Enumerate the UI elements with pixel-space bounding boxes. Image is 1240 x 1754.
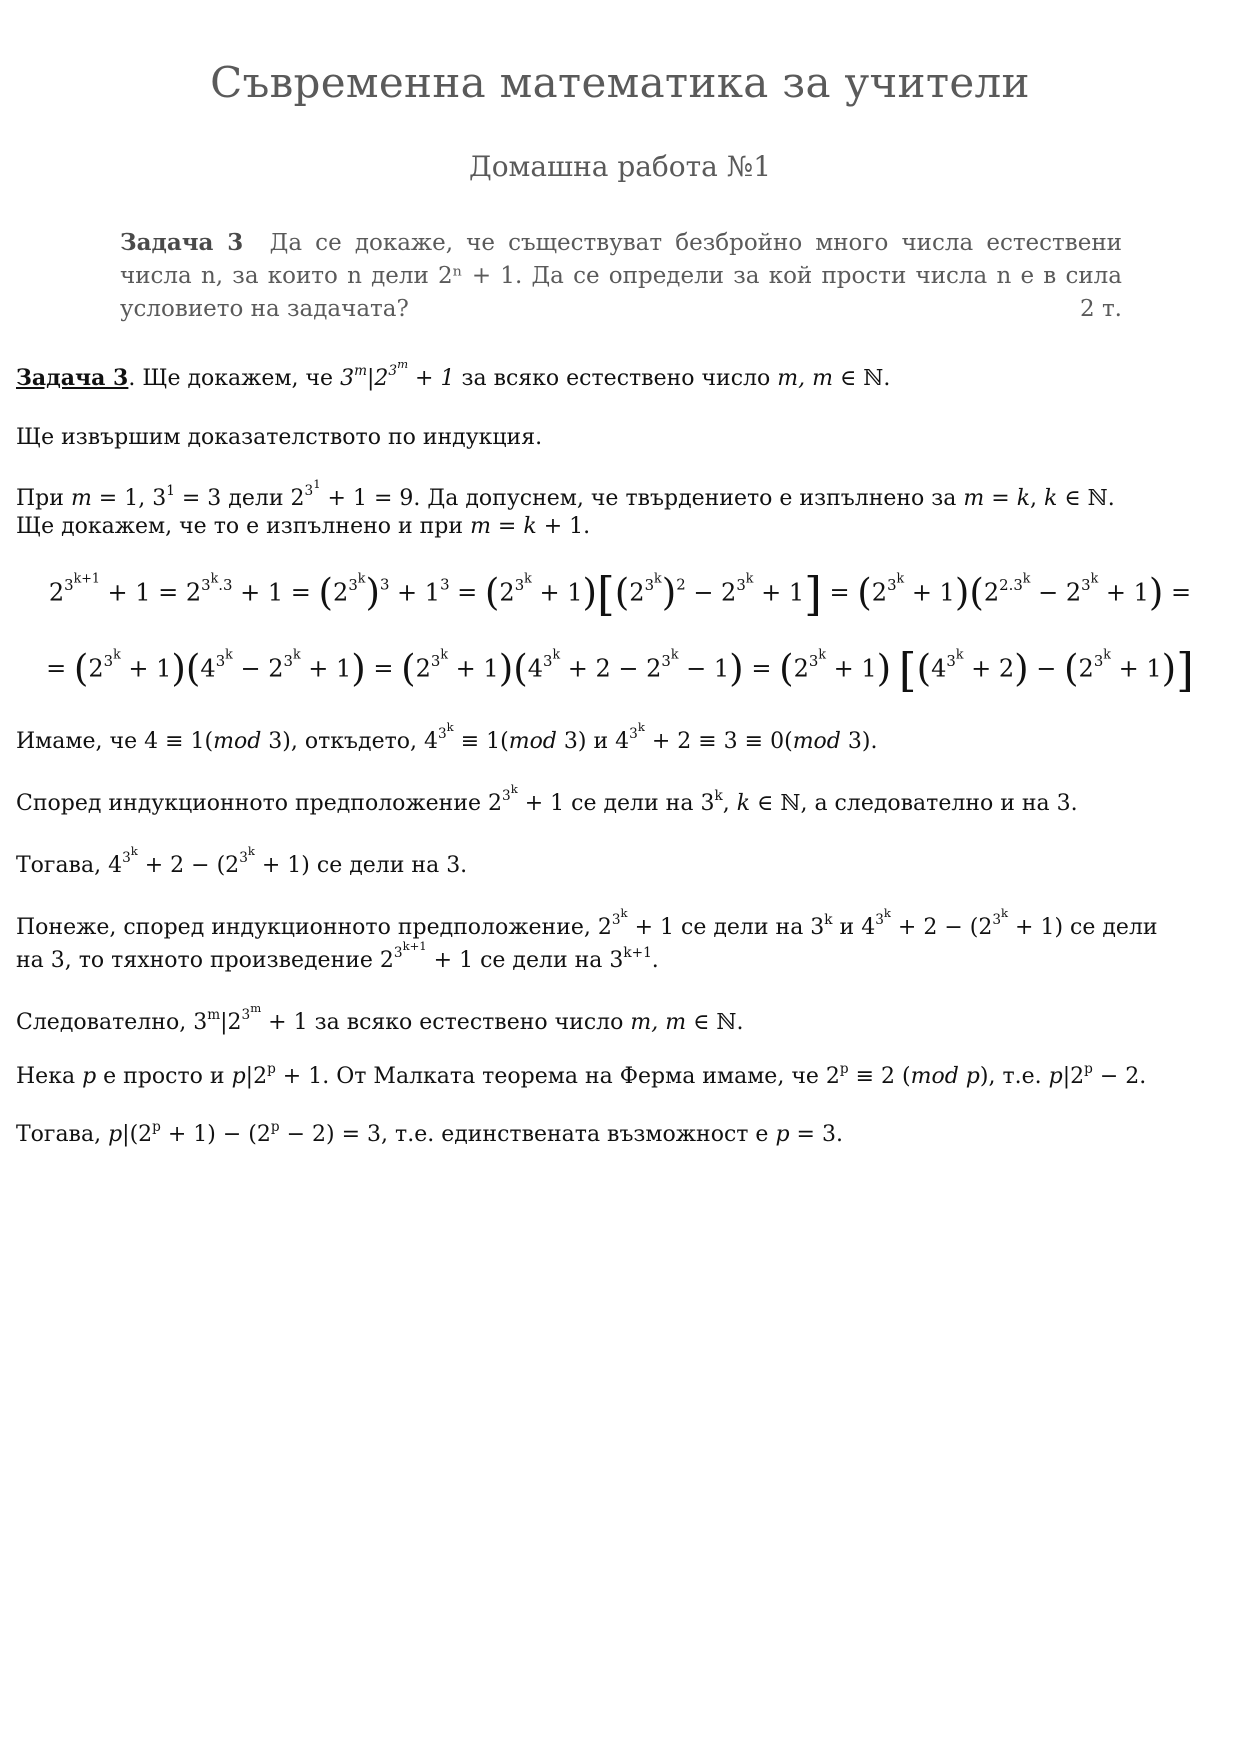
document-subtitle: Домашна работа №1	[468, 150, 772, 183]
problem-text: Да се докаже, че съществуват безбройно много числа естествени числа n, за които n дели 2ⁿ + 1. Да се определи за кой прости числа n е в сила условието на задачата?	[120, 230, 1122, 322]
solution-line-10: Следователно, $3^m|2^{3^m} + 1$ за всяко естествено число m, m ∈ ℕ.	[16, 1001, 744, 1036]
solution-line-6: Според индукционното предположение $2^{3^k} + 1$ се дели на 3$^k$, k ∈ ℕ, а следователно и на 3.	[16, 782, 1078, 817]
equation-line-1: $2^{3^{k+1}} + 1 = 2^{3^k.3} + 1 = (2^{3^k})^3 + 1^3 = (2^{3^k} + 1)[(2^{3^k})^2 - 2^{3^k} + 1] = (2^{3^k} + 1)(2^{2.3^k} - 2^{3^k} + 1)$ =	[48, 567, 1192, 621]
solution-task-label: Задача 3	[16, 365, 129, 392]
problem-points: 2 т.	[1080, 296, 1122, 322]
solution-line-5: Имаме, че 4 ≡ 1(mod 3), откъдето, $4^{3^k} \equiv 1(mod$ 3) и $4^{3^k} + 2 \equiv 3 \equiv 0(mod$ 3).	[16, 720, 878, 755]
solution-line-2: Ще извършим доказателството по индукция.	[16, 425, 543, 450]
solution-line-9: на 3, то тяхното произведение $2^{3^{k+1}} + 1$ се дели на $3^{k+1}$.	[16, 939, 659, 974]
solution-line-11: Нека p е просто и $p|2^p + 1$. От Малката теорема на Ферма имаме, че $2^p \equiv 2$ (mod p), т.е. $p|2^p - 2$.	[16, 1060, 1147, 1089]
solution-line-1: Задача 3. Ще докажем, че $3^m|2^{3^m} + 1$ за всяко естествено число m, m ∈ ℕ.	[16, 357, 891, 392]
problem-statement	[120, 226, 1122, 326]
solution-line-4: Ще докажем, че то е изпълнено и при m = k + 1.	[16, 514, 591, 539]
solution-line-12: Тогава, $p|(2^p + 1) - (2^p - 2) = 3$, т.е. единствената възможност е p = 3.	[16, 1118, 843, 1147]
solution-line-3: При m = 1, $3^1 = 3$ дели $2^{3^1} + 1 = 9$. Да допуснем, че твърдението е изпълнено за m = k, k ∈ ℕ.	[16, 477, 1115, 512]
document-title: Съвременна математика за учители	[210, 58, 1030, 107]
scanned-problem-header	[110, 50, 1130, 350]
solution-line-8: Понеже, според индукционното предположение, $2^{3^k} + 1$ се дели на 3$^k$ и $4^{3^k} + 2 - (2^{3^k} + 1)$ се дели	[16, 906, 1158, 941]
solution-line-7: Тогава, $4^{3^k} + 2 - (2^{3^k} + 1)$ се дели на 3.	[16, 844, 468, 879]
equation-line-2: = $(2^{3^k} + 1)(4^{3^k} - 2^{3^k} + 1) = (2^{3^k} + 1)(4^{3^k} + 2 - 2^{3^k} - 1) = (2^{3^k} + 1) [(4^{3^k} + 2) - (2^{3^k} + 1)]$	[46, 643, 1194, 697]
problem-label: Задача 3	[120, 229, 244, 256]
